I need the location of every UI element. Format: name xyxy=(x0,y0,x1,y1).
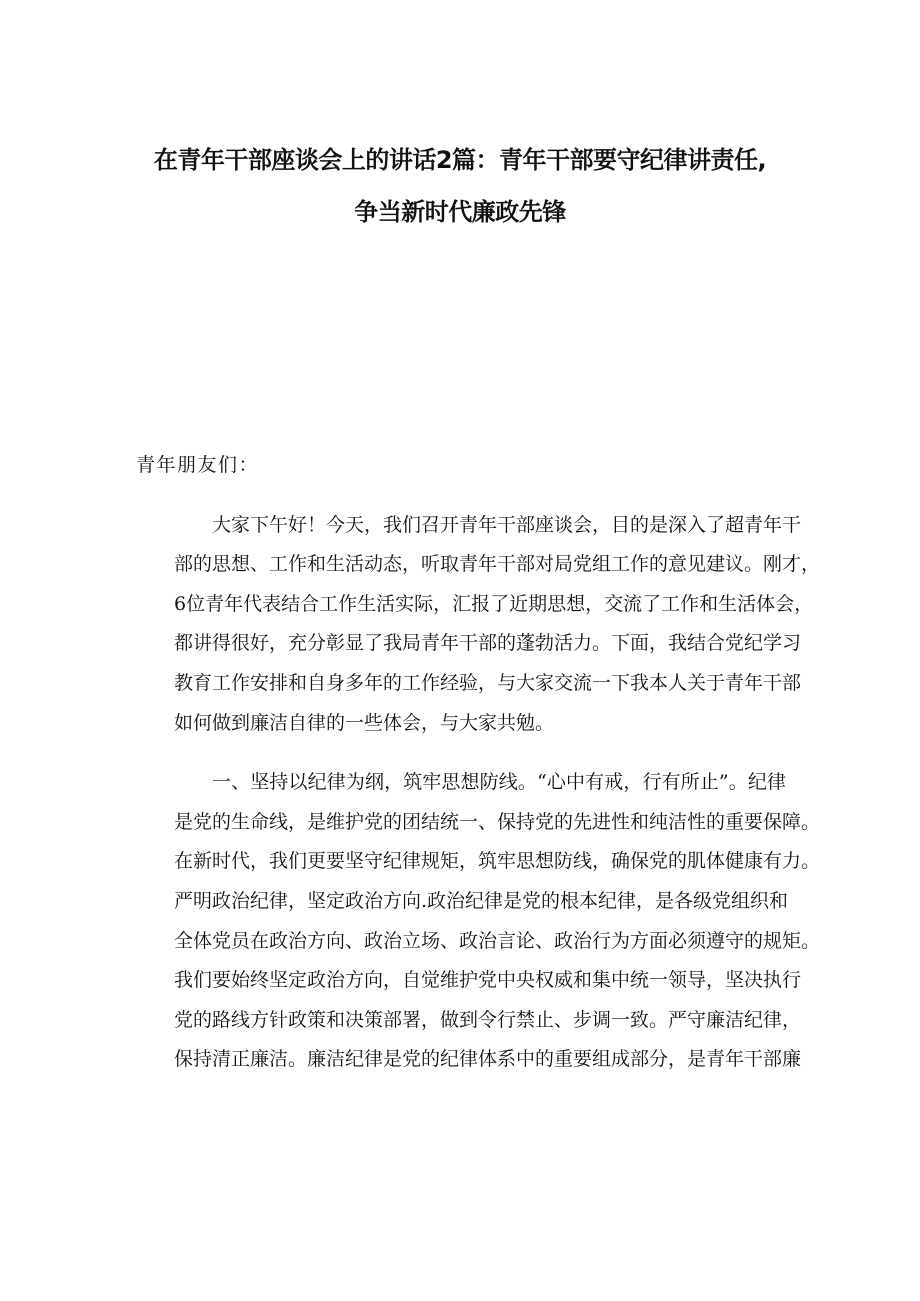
paragraph-line: 部的思想、工作和生活动态，听取青年干部对局党组工作的意见建议。刚才， xyxy=(174,553,821,576)
paragraph-line: 党的路线方针政策和决策部署，做到令行禁止、步调一致。严守廉洁纪律， xyxy=(174,1008,802,1031)
paragraph-line: 我们要始终坚定政治方向，自觉维护党中央权威和集中统一领导，坚决执行 xyxy=(174,969,802,992)
title-line-2: 争当新时代廉政先锋 xyxy=(354,198,566,226)
paragraph-line: 大家下午好！今天，我们召开青年干部座谈会，目的是深入了超青年干 xyxy=(212,513,802,536)
title-line-1: 在青年干部座谈会上的讲话2篇：青年干部要守纪律讲责任, xyxy=(153,146,767,174)
paragraph-line: 如何做到廉洁自律的一些体会，与大家共勉。 xyxy=(174,711,555,734)
paragraph-line: 全体党员在政治方向、政治立场、政治言论、政治行为方面必须遵守的规矩。 xyxy=(174,929,821,952)
paragraph-line: 在新时代，我们更要坚守纪律规矩，筑牢思想防线，确保党的肌体健康有力。 xyxy=(174,850,821,873)
paragraph-line: 6位青年代表结合工作生活实际，汇报了近期思想，交流了工作和生活体会， xyxy=(174,592,814,615)
document-body xyxy=(136,446,821,1100)
salutation: 青年朋友们： xyxy=(136,454,260,476)
document-title xyxy=(0,134,920,238)
paragraph-line: 严明政治纪律，坚定政治方向.政治纪律是党的根本纪律，是各级党组织和 xyxy=(174,889,789,912)
paragraph-line: 保持清正廉洁。廉洁纪律是党的纪律体系中的重要组成部分，是青年干部廉 xyxy=(174,1048,802,1071)
paragraph-line: 是党的生命线，是维护党的团结统一、保持党的先进性和纯洁性的重要保障。 xyxy=(174,810,821,833)
paragraph-2 xyxy=(136,763,821,1080)
paragraph-line: 都讲得很好，充分彰显了我局青年干部的蓬勃活力。下面，我结合党纪学习 xyxy=(174,632,802,655)
paragraph-line: 教育工作安排和自身多年的工作经验，与大家交流一下我本人关于青年干部 xyxy=(174,671,802,694)
paragraph-line: 一、坚持以纪律为纲，筑牢思想防线。“心中有戒，行有所止”。纪律 xyxy=(212,771,786,794)
paragraph-1 xyxy=(136,506,821,744)
